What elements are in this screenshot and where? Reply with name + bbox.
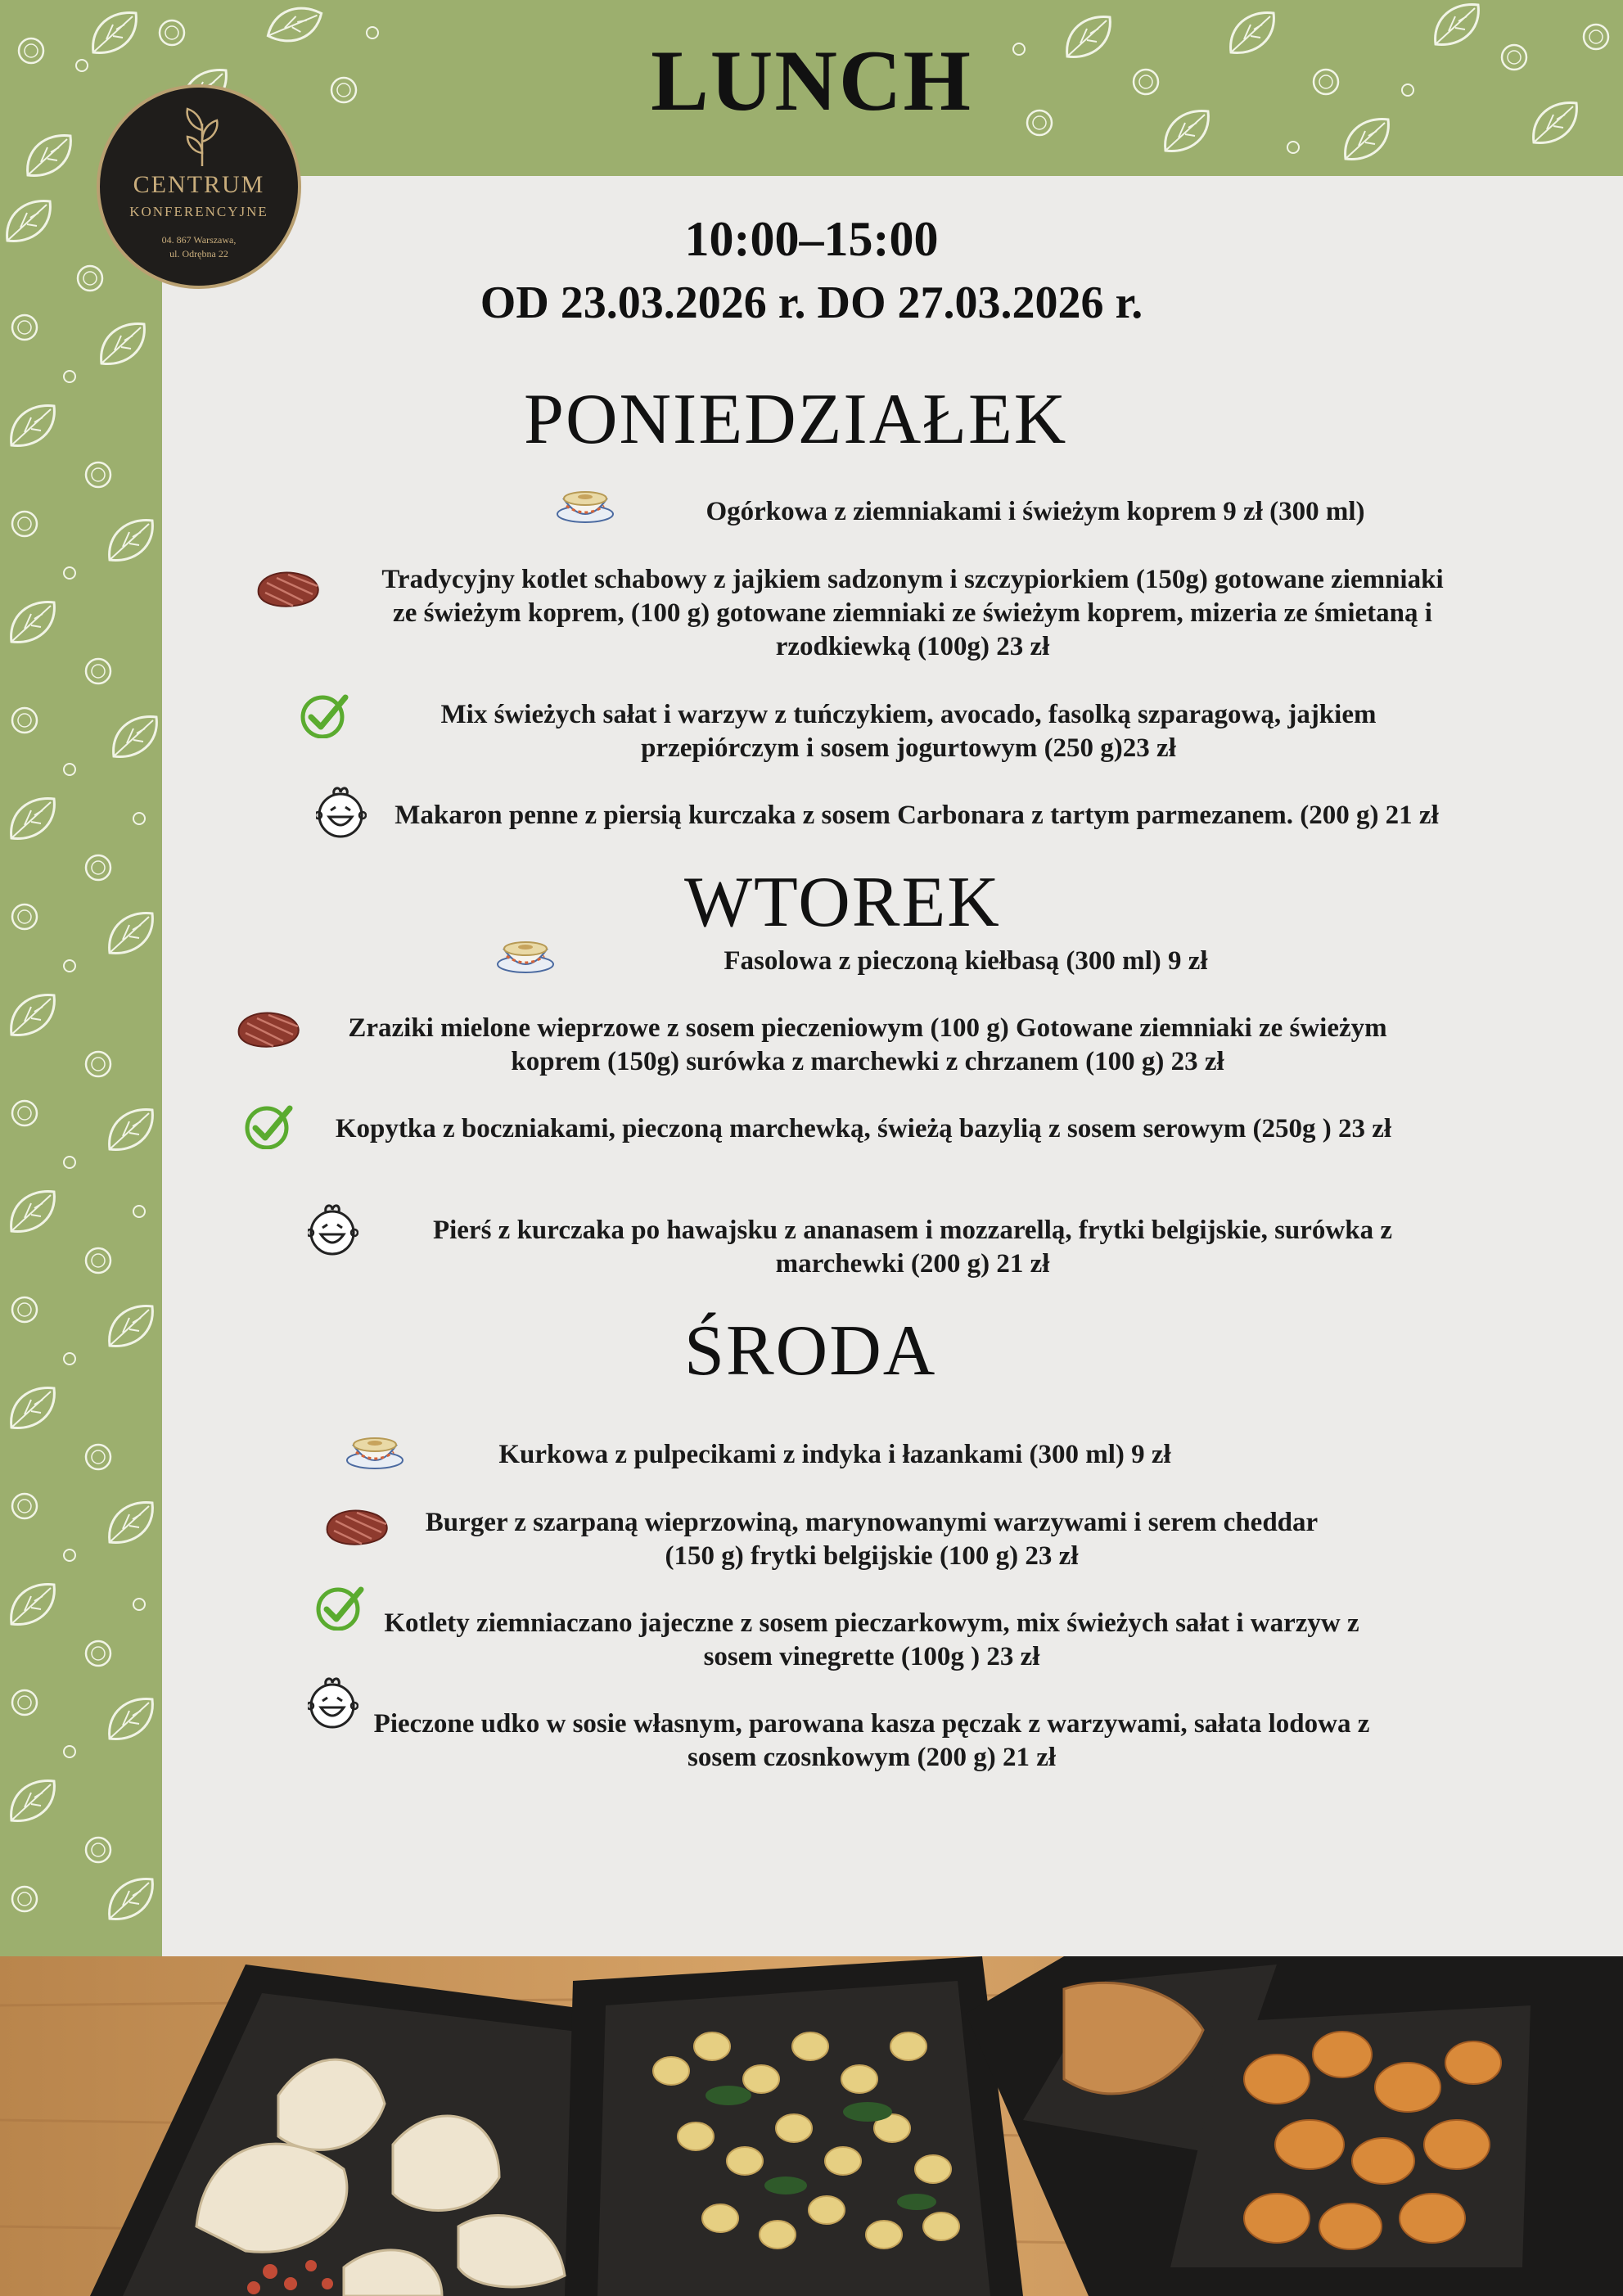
menu-item: Mix świeżych sałat i warzyw z tuńczykiem, avocado, fasolką szparagową, jajkiem przepiórczym i sosem jogurtowym (250 g)23 zł: [440, 700, 1377, 763]
day-heading-tuesday: WTOREK: [684, 863, 1001, 942]
logo-name: CENTRUM: [133, 171, 265, 198]
menu-item: Kopytka z boczniakami, pieczoną marchewką, świeżą bazylią z sosem serowym (250g ) 23 zł: [335, 1114, 1392, 1143]
smiley-child-icon: [308, 1203, 358, 1256]
steak-icon: [236, 1007, 304, 1053]
date-range: OD 23.03.2026 r. DO 27.03.2026 r.: [480, 277, 1143, 328]
logo-subtitle: KONFERENCYJNE: [129, 204, 268, 219]
menu-item: Zraziki mielone wieprzowe z sosem pieczeniowym (100 g) Gotowane ziemniaki ze świeżym koprem (150g) surówka z marchewki z chrzanem (100 g) 23 zł: [348, 1013, 1387, 1076]
smiley-child-icon: [316, 786, 367, 838]
menu-item: Kurkowa z pulpecikami z indyka i łazankami (300 ml) 9 zł: [498, 1440, 1171, 1469]
soup-bowl-icon: [557, 481, 615, 527]
opening-hours: 10:00–15:00: [684, 212, 939, 266]
day-heading-wednesday: ŚRODA: [684, 1311, 937, 1391]
menu-item: Pieczone udko w sosie własnym, parowana kasza pęczak z warzywami, sałata lodowa z sosem czosnkowym (200 g) 21 zł: [373, 1709, 1370, 1772]
smiley-child-icon: [308, 1676, 358, 1729]
check-icon: [315, 1585, 364, 1631]
food-photo: [0, 1956, 1623, 2296]
soup-bowl-icon: [346, 1428, 405, 1473]
menu-item: Kotlety ziemniaczano jajeczne z sosem pieczarkowym, mix świeżych sałat i warzyw z sosem vinegrette (100g ) 23 zł: [384, 1608, 1359, 1671]
page-title: LUNCH: [651, 33, 972, 129]
menu-item: Ogórkowa z ziemniakami i świeżym koprem 9 zł (300 ml): [706, 497, 1365, 526]
menu-item: Makaron penne z piersią kurczaka z sosem Carbonara z tartym parmezanem. (200 g) 21 zł: [394, 801, 1439, 830]
menu-item: Pierś z kurczaka po hawajsku z ananasem i mozzarellą, frytki belgijskie, surówka z marchewki (200 g) 21 zł: [432, 1216, 1393, 1279]
check-icon: [300, 692, 349, 738]
steak-icon: [324, 1504, 393, 1550]
menu-item: Fasolowa z pieczoną kiełbasą (300 ml) 9 zł: [724, 946, 1208, 976]
leaf-sprig-icon: [178, 106, 227, 168]
day-heading-monday: PONIEDZIAŁEK: [524, 380, 1068, 459]
steak-icon: [255, 566, 324, 612]
menu-item: Burger z szarpaną wieprzowiną, marynowanymi warzywami i serem cheddar (150 g) frytki belgijskie (100 g) 23 zł: [425, 1508, 1319, 1571]
logo-address-line1: 04. 867 Warszawa,: [161, 234, 237, 246]
logo-address-line2: ul. Odrębna 22: [169, 248, 228, 259]
menu-item: Tradycyjny kotlet schabowy z jajkiem sadzonym i szczypiorkiem (150g) gotowane ziemniaki ze świeżym koprem, (100 g) gotowane ziemniaki ze świeżym koprem, mizeria ze śmietaną i rzodkiewką (100g) 23 zł: [381, 565, 1444, 661]
soup-bowl-icon: [497, 931, 556, 977]
check-icon: [244, 1103, 293, 1149]
